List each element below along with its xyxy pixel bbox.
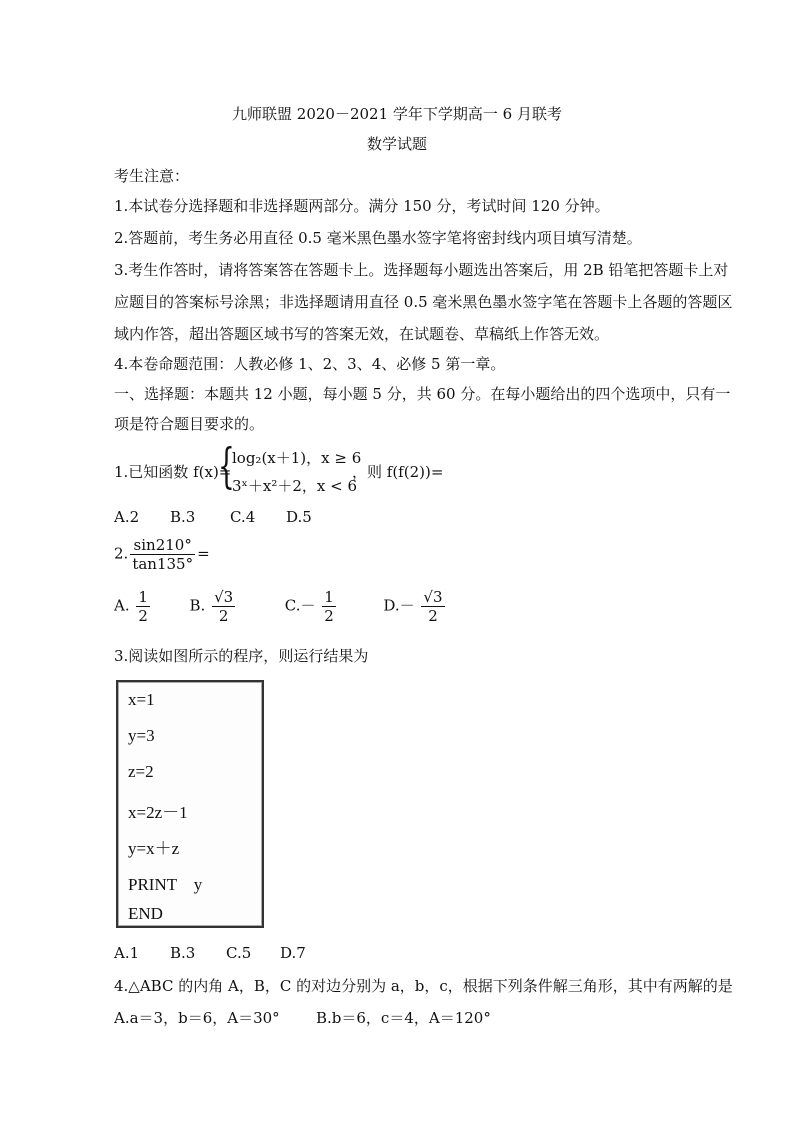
code-line: z=2 — [128, 762, 154, 781]
q2-fraction — [130, 536, 195, 573]
q1-case-2: 3ˣ＋x²＋2，x < 6 — [232, 477, 358, 495]
q3-option-c: C.5 — [226, 944, 252, 962]
q2-numerator: sin210° — [130, 536, 195, 555]
section-heading: 一、选择题：本题共 12 小题，每小题 5 分，共 60 分。在每小题给出的四个选项中，只有一 — [114, 385, 731, 403]
q2-stem — [114, 536, 210, 573]
q2-prefix: 2. — [114, 544, 129, 563]
q2-denominator: tan135° — [132, 555, 194, 573]
q3-option-a: A.1 — [114, 944, 140, 962]
q4-option-b: B.b＝6，c＝4，A＝120° — [316, 1009, 491, 1027]
notice-heading: 考生注意： — [114, 167, 190, 185]
q1-option-c: C.4 — [230, 508, 256, 526]
piecewise-brace: { — [218, 438, 235, 494]
code-line: y=3 — [128, 726, 155, 745]
q2-option-d-fraction — [421, 588, 444, 625]
q4-option-a: A.a＝3，b＝6，A＝30° — [114, 1009, 280, 1027]
q2-option-d-den: 2 — [428, 607, 438, 625]
q2-option-c-num: 1 — [324, 588, 334, 606]
q2-option-b-fraction — [212, 588, 235, 625]
q2-option-b-num: √3 — [214, 588, 234, 606]
q1-prefix: 1.已知函数 f(x)= — [114, 463, 232, 481]
q4-stem: 4.△ABC 的内角 A，B，C 的对边分别为 a，b，c，根据下列条件解三角形，其中有两解的是 — [114, 977, 733, 995]
code-line: y=x＋z — [128, 839, 180, 858]
q2-option-a-den: 2 — [138, 607, 148, 625]
q1-suffix: ，则 f(f(2))= — [352, 463, 444, 481]
q3-option-d: D.7 — [280, 944, 306, 962]
q2-option-b-label: B. — [189, 596, 206, 615]
q2-option-b-den: 2 — [218, 607, 229, 625]
notice-item: 域内作答，超出答题区域书写的答案无效，在试题卷、草稿纸上作答无效。 — [114, 325, 610, 343]
q2-option-c-den: 2 — [324, 607, 334, 625]
q2-option-a-fraction — [136, 588, 150, 625]
code-line: PRINT y — [128, 875, 203, 894]
q3-stem: 3.阅读如图所示的程序，则运行结果为 — [114, 647, 369, 665]
code-line: END — [128, 904, 163, 923]
notice-item: 应题目的答案标号涂黑；非选择题请用直径 0.5 毫米黑色墨水签字笔在答题卡上各题的答题区 — [114, 293, 733, 311]
notice-item: 2.答题前，考生务必用直径 0.5 毫米黑色墨水签字笔将密封线内项目填写清楚。 — [114, 229, 642, 247]
notice-item: 4.本卷命题范围：人教必修 1、2、3、4、必修 5 第一章。 — [114, 355, 506, 373]
q2-option-d-num: √3 — [423, 588, 443, 606]
q3-option-b: B.3 — [170, 944, 196, 962]
q1-option-d: D.5 — [286, 508, 312, 526]
q1-option-b: B.3 — [170, 508, 196, 526]
q2-option-a-label: A. — [114, 596, 130, 615]
notice-item: 3.考生作答时，请将答案答在答题卡上。选择题每小题选出答案后，用 2B 铅笔把答题卡上对 — [114, 261, 729, 279]
section-heading-cont: 项是符合题目要求的。 — [114, 415, 265, 433]
page-subtitle: 数学试题 — [366, 135, 427, 153]
q2-suffix: = — [197, 544, 210, 563]
code-line: x=1 — [128, 690, 155, 709]
q2-options — [114, 588, 447, 625]
code-line: x=2z－1 — [128, 803, 188, 822]
q2-option-c-fraction — [322, 588, 336, 625]
program-code-box — [116, 680, 264, 928]
q2-option-a-num: 1 — [138, 588, 148, 606]
q2-option-d-label: D.－ — [383, 596, 415, 615]
page-title: 九师联盟 2020－2021 学年下学期高一 6 月联考 — [232, 105, 562, 123]
q1-option-a: A.2 — [114, 508, 140, 526]
q1-case-1: log₂(x＋1)，x ≥ 6 — [232, 449, 362, 467]
notice-item: 1.本试卷分选择题和非选择题两部分。满分 150 分，考试时间 120 分钟。 — [114, 197, 610, 215]
q2-option-c-label: C.－ — [284, 596, 316, 615]
